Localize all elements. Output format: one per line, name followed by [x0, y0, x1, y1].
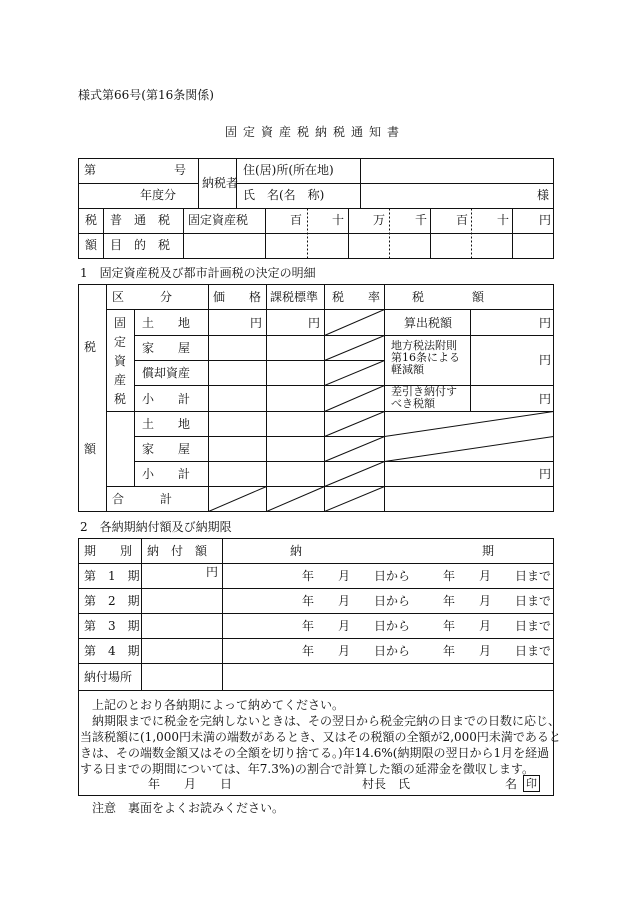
city-subtotal-yen: 円: [539, 467, 552, 481]
fiscal-year-label: 年度分: [140, 188, 177, 202]
reduction-yen: 円: [539, 353, 552, 367]
reduction-line-3: 軽減額: [391, 363, 424, 376]
section1-side-amount: 額: [84, 442, 97, 456]
section2-title: 2 各納期納付額及び納期限: [80, 520, 232, 534]
notice-line-4: きは、その端数金額又はその全額を切り捨てる。)年14.6%(納期限の翌日から1月を経過: [80, 746, 550, 760]
number-suffix: 号: [174, 163, 187, 177]
period-1-to: 年 月 日まで: [443, 569, 552, 583]
price-header: 価 格: [213, 290, 262, 304]
section1-title: 1 固定資産税及び都市計画税の決定の明細: [80, 266, 316, 280]
due-line-2: べき税額: [391, 397, 435, 410]
period-3-to: 年 月 日まで: [443, 619, 552, 633]
taxpayer-label: 納税者: [202, 176, 239, 190]
fixed-asset-char-2: 定: [114, 335, 127, 349]
tax-amount-header: 税 額: [412, 290, 485, 304]
notice-line-1: 上記のとおり各納期によって納めてください。: [92, 698, 345, 712]
fixed-asset-char-5: 税: [114, 392, 127, 406]
tax-base-header: 課税標準: [270, 290, 319, 304]
amount-header: 納 付 額: [147, 544, 208, 558]
row-land: 土 地: [142, 316, 191, 330]
row-subtotal: 小 計: [142, 392, 191, 406]
period-2-from: 年 月 日から: [302, 594, 411, 608]
deadline-header: 納 期: [290, 544, 495, 558]
due-line-1: 差引き納付す: [391, 385, 457, 398]
period-4: 第 4 期: [84, 644, 140, 658]
period-header: 期 別: [84, 544, 133, 558]
period-4-from: 年 月 日から: [302, 644, 411, 658]
period-2-to: 年 月 日まで: [443, 594, 552, 608]
digit-ten: 十: [497, 213, 510, 227]
period-2: 第 2 期: [84, 594, 140, 608]
period-3: 第 3 期: [84, 619, 140, 633]
payment-place-label: 納付場所: [84, 670, 133, 684]
price-yen: 円: [250, 316, 263, 330]
side-label-amount: 額: [85, 238, 98, 252]
period-1: 第 1 期: [84, 569, 140, 583]
seal-box: 印: [523, 775, 540, 792]
calc-tax-label: 算出税額: [404, 316, 453, 330]
digit-hundred-million: 百: [290, 213, 303, 227]
fixed-asset-char-1: 固: [114, 316, 127, 330]
digit-hundred: 百: [456, 213, 469, 227]
fixed-asset-char-4: 産: [114, 373, 127, 387]
row-city-house: 家 屋: [142, 442, 191, 456]
row-total: 合 計: [112, 492, 173, 506]
fixed-asset-tax-label: 固定資産税: [188, 213, 249, 227]
notice-line-5: する日までの期間については、年7.3%)の割合で計算した額の延滞金を徴収します。: [80, 762, 534, 776]
form-number: 様式第66号(第16条関係): [78, 88, 214, 102]
reduction-line-2: 第16条による: [391, 351, 460, 364]
number-prefix: 第: [84, 163, 97, 177]
notice-line-2: 納期限までに税金を完納しないときは、その翌日から税金完納の日までの日数に応じ、: [92, 714, 561, 728]
row-city-subtotal: 小 計: [142, 467, 191, 481]
row-city-land: 土 地: [142, 417, 191, 431]
payment-yen: 円: [206, 565, 219, 579]
period-1-from: 年 月 日から: [302, 569, 411, 583]
issuer-label: 村長 氏: [362, 777, 411, 791]
name-label: 氏 名(名 称): [243, 188, 325, 202]
footer-note: 注意 裏面をよくお読みください。: [92, 801, 285, 815]
section1-side-tax: 税: [84, 340, 97, 354]
issuer-name-suffix: 名: [505, 777, 518, 791]
due-yen: 円: [539, 392, 552, 406]
address-label: 住(居)所(所在地): [243, 163, 334, 177]
tax-base-yen: 円: [308, 316, 321, 330]
row-depreciable: 償却資産: [142, 366, 191, 380]
notice-line-3: 当該税額に(1,000円未満の端数があるとき、又はその税額の全額が2,000円未満であると: [80, 730, 561, 744]
purpose-tax-label: 目 的 税: [110, 238, 171, 252]
category-header: 区 分: [112, 290, 173, 304]
period-3-from: 年 月 日から: [302, 619, 411, 633]
digit-yen: 円: [539, 213, 552, 227]
honorific: 様: [537, 188, 550, 202]
notice-date: 年 月 日: [148, 777, 233, 791]
fixed-asset-char-3: 資: [114, 354, 127, 368]
row-house: 家 屋: [142, 341, 191, 355]
ordinary-tax-label: 普 通 税: [110, 213, 171, 227]
document-title: 固定資産税納税通知書: [224, 125, 405, 139]
digit-ten-million: 十: [332, 213, 345, 227]
reduction-line-1: 地方税法附則: [391, 339, 457, 352]
calc-tax-yen: 円: [539, 316, 552, 330]
tax-rate-header: 税 率: [332, 290, 381, 304]
digit-thousand: 千: [415, 213, 428, 227]
digit-ten-thousand: 万: [373, 213, 386, 227]
side-label-tax: 税: [85, 213, 98, 227]
period-4-to: 年 月 日まで: [443, 644, 552, 658]
